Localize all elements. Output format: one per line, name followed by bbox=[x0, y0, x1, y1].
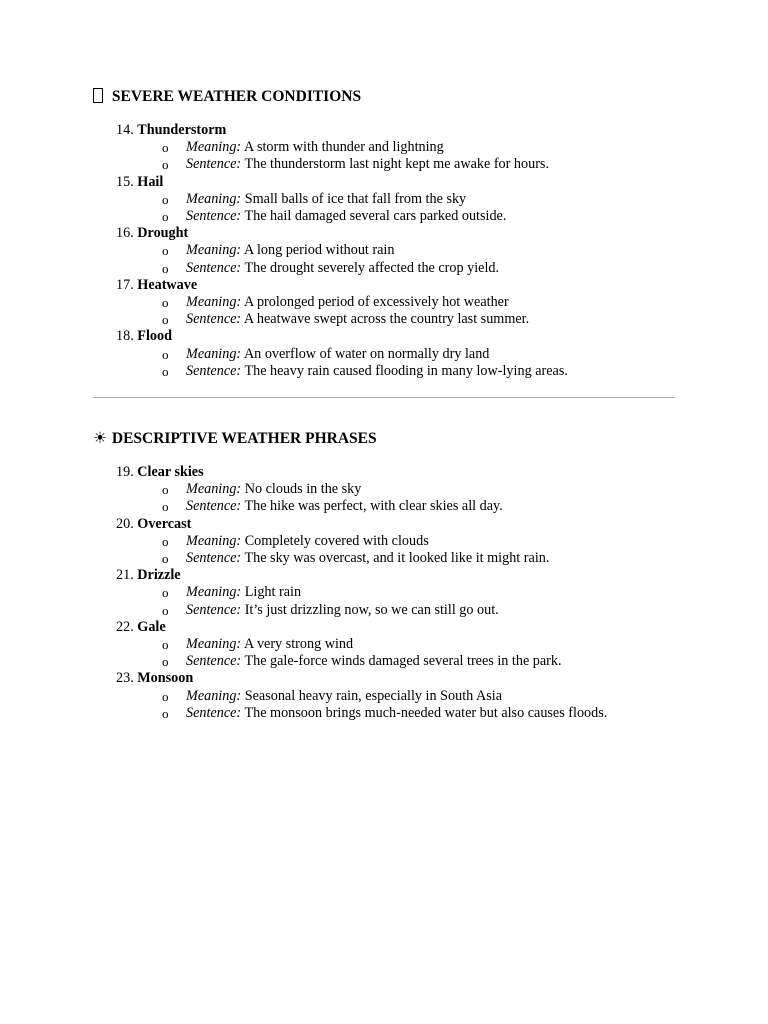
sentence-line bbox=[93, 311, 675, 328]
sentence-line bbox=[93, 260, 675, 277]
meaning-line bbox=[93, 294, 675, 311]
sentence-text: The hail damaged several cars parked outside. bbox=[244, 208, 507, 225]
term-heading bbox=[93, 516, 675, 533]
meaning-line bbox=[93, 346, 675, 363]
term-number: 19. bbox=[116, 464, 134, 480]
term-name: Thunderstorm bbox=[137, 122, 227, 138]
sentence-line bbox=[93, 550, 675, 567]
bullet-icon: o bbox=[162, 295, 169, 311]
term-details bbox=[93, 584, 675, 618]
term-heading bbox=[93, 328, 675, 345]
term-number: 17. bbox=[116, 276, 134, 293]
section-heading-text: SEVERE WEATHER CONDITIONS bbox=[111, 88, 362, 105]
sentence-line bbox=[93, 602, 675, 619]
meaning-label: Meaning: bbox=[186, 294, 242, 311]
term-heading bbox=[93, 225, 675, 242]
sentence-text: The hike was perfect, with clear skies all day. bbox=[244, 498, 503, 515]
sentence-label: Sentence: bbox=[186, 498, 242, 515]
term-details bbox=[93, 636, 675, 670]
term-list bbox=[93, 122, 675, 380]
meaning-text: A very strong wind bbox=[243, 636, 354, 653]
sentence-text: The drought severely affected the crop yield. bbox=[244, 259, 500, 276]
term-name: Flood bbox=[137, 328, 172, 345]
term-name: Drought bbox=[137, 225, 189, 242]
sun-icon: ☀ bbox=[93, 430, 107, 447]
sentence-text: It’s just drizzling now, so we can still go out. bbox=[244, 601, 499, 618]
horizontal-divider bbox=[93, 397, 675, 398]
term-entry bbox=[93, 516, 675, 568]
sentence-text: A heatwave swept across the country last summer. bbox=[243, 311, 530, 328]
term-entry bbox=[93, 567, 675, 619]
meaning-label: Meaning: bbox=[186, 532, 242, 549]
meaning-label: Meaning: bbox=[186, 636, 242, 653]
term-name: Drizzle bbox=[137, 567, 181, 584]
sentence-line bbox=[93, 363, 675, 380]
meaning-label: Meaning: bbox=[186, 190, 242, 207]
sentence-line bbox=[93, 498, 675, 515]
sentence-text: The heavy rain caused flooding in many low-lying areas. bbox=[244, 362, 568, 379]
term-details bbox=[93, 191, 675, 225]
sentence-label: Sentence: bbox=[186, 259, 242, 276]
sentence-label: Sentence: bbox=[186, 208, 242, 225]
term-number: 16. bbox=[116, 225, 134, 242]
section-heading-text: DESCRIPTIVE WEATHER PHRASES bbox=[111, 430, 377, 447]
term-number: 15. bbox=[116, 173, 134, 190]
term-entry bbox=[93, 328, 675, 380]
term-details bbox=[93, 481, 675, 515]
term-number: 14. bbox=[116, 122, 134, 138]
term-heading bbox=[93, 464, 675, 481]
meaning-line bbox=[93, 636, 675, 653]
term-name: Clear skies bbox=[137, 464, 204, 480]
bullet-icon: o bbox=[162, 209, 169, 225]
term-entry bbox=[93, 277, 675, 329]
bullet-icon: o bbox=[162, 260, 169, 276]
term-entry bbox=[93, 670, 675, 722]
meaning-line bbox=[93, 242, 675, 259]
sentence-line bbox=[93, 705, 675, 722]
term-list bbox=[93, 464, 675, 722]
term-heading bbox=[93, 567, 675, 584]
bullet-icon: o bbox=[162, 585, 169, 601]
term-heading bbox=[93, 122, 675, 139]
term-details bbox=[93, 242, 675, 276]
sentence-label: Sentence: bbox=[186, 601, 242, 618]
meaning-line bbox=[93, 139, 675, 156]
section-descriptive-phrases bbox=[93, 429, 675, 722]
meaning-label: Meaning: bbox=[186, 687, 242, 704]
bullet-icon: o bbox=[162, 346, 169, 362]
bullet-icon: o bbox=[162, 312, 169, 328]
meaning-text: A storm with thunder and lightning bbox=[243, 139, 444, 156]
sentence-label: Sentence: bbox=[186, 362, 242, 379]
section-severe-weather bbox=[93, 87, 675, 380]
term-details bbox=[93, 533, 675, 567]
term-heading bbox=[93, 670, 675, 687]
term-entry bbox=[93, 122, 675, 174]
meaning-label: Meaning: bbox=[186, 345, 242, 362]
meaning-text: A prolonged period of excessively hot weather bbox=[243, 294, 509, 311]
meaning-label: Meaning: bbox=[186, 584, 242, 601]
term-details bbox=[93, 688, 675, 722]
meaning-label: Meaning: bbox=[186, 242, 242, 259]
term-name: Gale bbox=[137, 618, 166, 635]
meaning-text: A long period without rain bbox=[243, 242, 395, 259]
sentence-label: Sentence: bbox=[186, 311, 242, 328]
meaning-label: Meaning: bbox=[186, 139, 242, 156]
sentence-text: The monsoon brings much-needed water but also causes floods. bbox=[244, 704, 608, 721]
term-number: 20. bbox=[116, 515, 134, 532]
bullet-icon: o bbox=[162, 705, 169, 721]
sentence-line bbox=[93, 156, 675, 173]
bullet-icon: o bbox=[162, 243, 169, 259]
term-entry bbox=[93, 225, 675, 277]
sentence-text: The gale-force winds damaged several trees in the park. bbox=[244, 653, 562, 670]
term-details bbox=[93, 294, 675, 328]
meaning-text: Completely covered with clouds bbox=[244, 532, 429, 549]
meaning-line bbox=[93, 191, 675, 208]
bullet-icon: o bbox=[162, 363, 169, 379]
meaning-label: Meaning: bbox=[186, 481, 242, 498]
sentence-label: Sentence: bbox=[186, 550, 242, 567]
term-number: 23. bbox=[116, 670, 134, 687]
section-heading bbox=[93, 429, 675, 449]
term-name: Overcast bbox=[137, 515, 192, 532]
bullet-icon: o bbox=[162, 688, 169, 704]
term-number: 18. bbox=[116, 328, 134, 345]
term-number: 21. bbox=[116, 567, 134, 584]
term-name: Monsoon bbox=[137, 670, 194, 687]
bullet-icon: o bbox=[162, 157, 169, 173]
term-name: Heatwave bbox=[137, 276, 198, 293]
term-entry bbox=[93, 464, 675, 516]
bullet-icon: o bbox=[162, 533, 169, 549]
term-heading bbox=[93, 174, 675, 191]
sentence-label: Sentence: bbox=[186, 704, 242, 721]
bullet-icon: o bbox=[162, 637, 169, 653]
meaning-text: An overflow of water on normally dry land bbox=[243, 345, 490, 362]
sentence-text: The thunderstorm last night kept me awake for hours. bbox=[244, 156, 549, 173]
bullet-icon: o bbox=[162, 499, 169, 515]
term-heading bbox=[93, 277, 675, 294]
meaning-text: Light rain bbox=[244, 584, 302, 601]
term-entry bbox=[93, 619, 675, 671]
bullet-icon: o bbox=[162, 191, 169, 207]
bullet-icon: o bbox=[162, 602, 169, 618]
sentence-label: Sentence: bbox=[186, 653, 242, 670]
meaning-text: Small balls of ice that fall from the sky bbox=[244, 190, 467, 207]
meaning-line bbox=[93, 481, 675, 498]
meaning-line bbox=[93, 533, 675, 550]
sentence-text: The sky was overcast, and it looked like it might rain. bbox=[244, 550, 550, 567]
term-name: Hail bbox=[137, 173, 164, 190]
term-entry bbox=[93, 174, 675, 226]
term-heading bbox=[93, 619, 675, 636]
meaning-text: Seasonal heavy rain, especially in South Asia bbox=[244, 687, 503, 704]
bullet-icon: o bbox=[162, 654, 169, 670]
meaning-text: No clouds in the sky bbox=[244, 481, 362, 498]
term-details bbox=[93, 346, 675, 380]
meaning-line bbox=[93, 584, 675, 601]
sentence-label: Sentence: bbox=[186, 156, 242, 173]
sentence-line bbox=[93, 208, 675, 225]
bullet-icon: o bbox=[162, 482, 169, 498]
bullet-icon: o bbox=[162, 551, 169, 567]
missing-glyph-icon bbox=[93, 87, 108, 107]
term-details bbox=[93, 139, 675, 173]
term-number: 22. bbox=[116, 618, 134, 635]
bullet-icon: o bbox=[162, 140, 169, 156]
section-heading bbox=[93, 87, 675, 107]
sentence-line bbox=[93, 653, 675, 670]
meaning-line bbox=[93, 688, 675, 705]
